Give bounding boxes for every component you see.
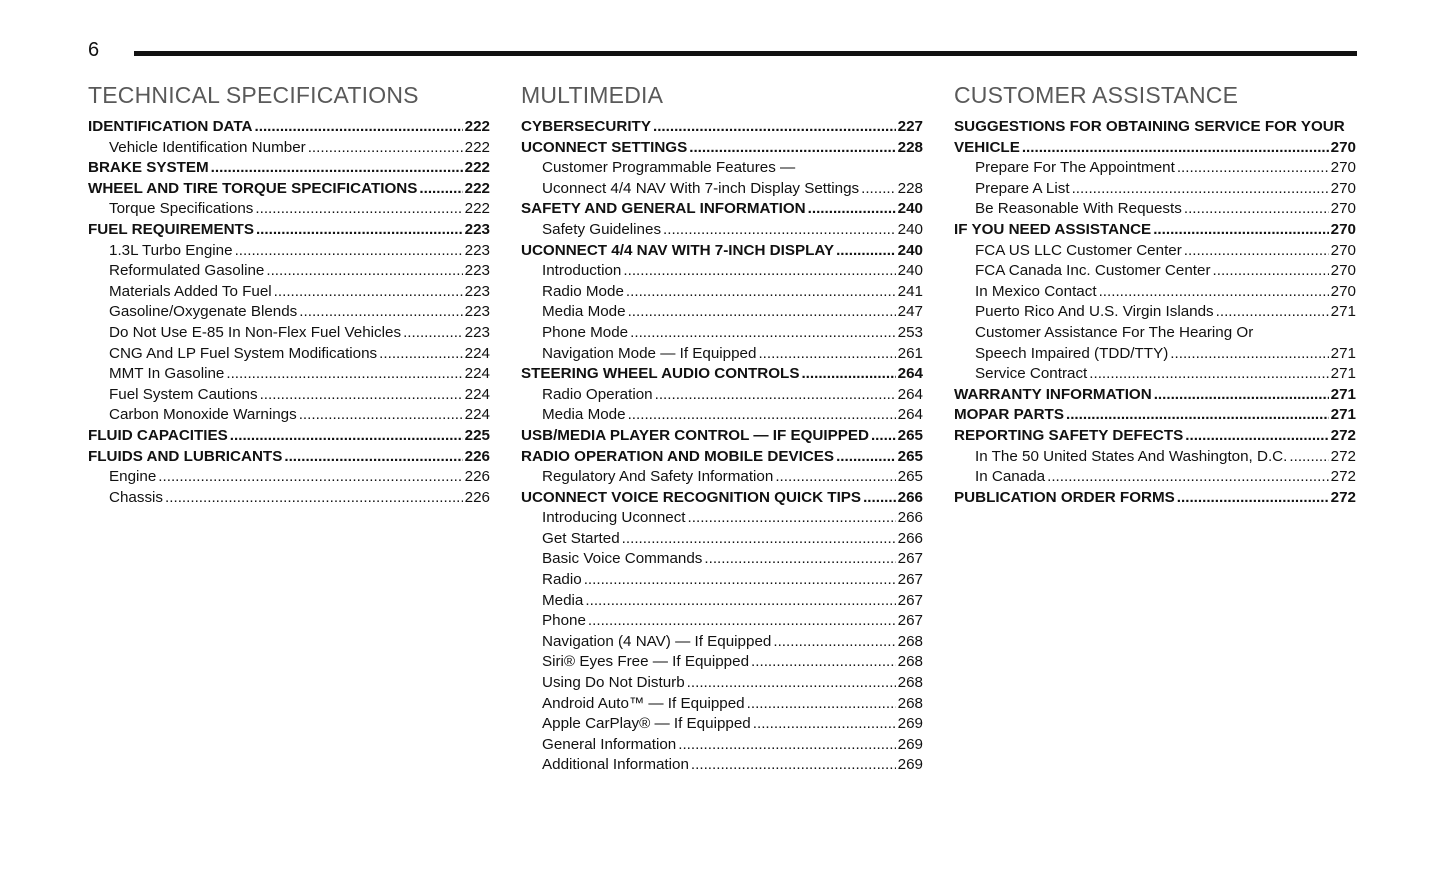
toc-subsection-link[interactable] [88,241,490,262]
dot-leader [165,488,463,509]
dot-leader [801,364,895,385]
toc-page-number: 270 [1330,138,1356,156]
toc-entry-label: Navigation (4 NAV) — If Equipped [542,632,772,650]
toc-page-number: 222 [464,118,490,135]
toc-page-number: 240 [897,241,923,259]
toc-subsection-link[interactable] [521,591,923,612]
dot-leader [622,529,896,550]
toc-entry-label: REPORTING SAFETY DEFECTS [954,426,1184,444]
toc-page-number: 270 [1330,262,1356,280]
toc-entry-label: Chassis [109,488,164,506]
toc-subsection-link[interactable] [954,261,1356,282]
toc-entry-label: Radio Mode [542,282,624,300]
toc-entry-label: Do Not Use E-85 In Non-Flex Fuel Vehicles [109,323,402,341]
toc-page-number: 226 [464,468,490,486]
toc-page-number: 269 [897,735,923,753]
toc-page-number: 272 [1330,426,1356,444]
toc-subsection-link[interactable] [88,261,490,282]
toc-page-number: 228 [897,138,923,156]
dot-leader [235,241,463,262]
toc-subsection-link[interactable] [88,199,490,220]
toc-entry-label: Engine [109,468,157,486]
toc-entry-label: IDENTIFICATION DATA [88,118,253,135]
toc-page-number: 223 [464,262,490,280]
toc-entry-label: STEERING WHEEL AUDIO CONTROLS [521,365,800,383]
dot-leader [753,714,896,735]
dot-leader [255,117,463,138]
toc-subsection-link[interactable] [521,755,923,776]
toc-page-number: 270 [1330,200,1356,218]
dot-leader [1184,199,1329,220]
dot-leader [260,385,463,406]
dot-leader [1170,344,1328,365]
toc-entry-label: In The 50 United States And Washington, D.C. [975,447,1288,465]
toc-section-link[interactable] [88,447,490,468]
toc-entry-label: SAFETY AND GENERAL INFORMATION [521,200,806,218]
toc-entry-label: Uconnect 4/4 NAV With 7-inch Display Settings [542,179,860,197]
toc-section-link[interactable] [521,199,923,220]
toc-subsection-link[interactable] [521,282,923,303]
toc-entry-label: Siri® Eyes Free — If Equipped [542,653,750,671]
dot-leader [1099,282,1329,303]
toc-page-number: 240 [897,220,923,238]
toc-page-number: 224 [464,365,490,383]
toc-section-link[interactable] [954,488,1356,509]
toc-subsection-link[interactable] [88,344,490,365]
dot-leader [266,261,462,282]
section-title: TECHNICAL SPECIFICATIONS [88,82,419,108]
toc-entry-label: FUEL REQUIREMENTS [88,220,254,238]
toc-entry-label: FCA US LLC Customer Center [975,241,1182,259]
toc-page-number: 240 [897,200,923,218]
toc-page-number: 261 [897,344,923,362]
toc-page-number: 224 [464,406,490,424]
toc-page-number: 266 [897,488,923,506]
dot-leader [628,405,896,426]
dot-leader [379,344,463,365]
toc-section-link[interactable] [521,447,923,468]
toc-subsection-link[interactable] [88,323,490,344]
toc-entry-label: Media [542,591,584,609]
toc-entry-label: Gasoline/Oxygenate Blends [109,303,298,321]
dot-leader [299,405,463,426]
toc-page-number: 268 [897,674,923,692]
toc-entry-label: UCONNECT SETTINGS [521,138,688,156]
toc-section-link[interactable] [521,241,923,262]
toc-subsection-link[interactable] [521,405,923,426]
toc-page-number: 271 [1330,344,1356,362]
toc-entry-label: FLUIDS AND LUBRICANTS [88,447,283,465]
toc-entry-label: VEHICLE [954,138,1020,156]
toc-entry-label: Safety Guidelines [542,220,662,238]
section-title: MULTIMEDIA [521,82,664,108]
section-title: CUSTOMER ASSISTANCE [954,82,1239,108]
toc-entry-label: USB/MEDIA PLAYER CONTROL — IF EQUIPPED [521,426,869,444]
dot-leader [628,302,896,323]
toc-section-link [954,117,1356,138]
toc-subsection-link[interactable] [954,199,1356,220]
dot-leader [623,261,895,282]
toc-page-number: 269 [897,715,923,733]
toc-subsection-link[interactable] [954,282,1356,303]
toc-subsection-link[interactable] [88,364,490,385]
toc-page-number: 265 [897,447,923,465]
toc-subsection-link[interactable] [521,179,923,200]
toc-subsection-link[interactable] [88,282,490,303]
toc-subsection-link[interactable] [521,323,923,344]
toc-section-link[interactable] [521,426,923,447]
dot-leader [1184,241,1329,262]
toc-entry-label: Additional Information [542,756,689,774]
dot-leader [751,652,896,673]
toc-column-multimedia [521,80,923,776]
toc-entry-label: Reformulated Gasoline [109,262,265,280]
toc-page-number: 267 [897,571,923,589]
header-rule [134,51,1357,56]
toc-entry-label: Fuel System Cautions [109,385,258,403]
dot-leader [653,117,896,138]
dot-leader [1089,364,1328,385]
toc-page-number: 228 [897,179,923,197]
dot-leader [1177,158,1329,179]
dot-leader [861,179,896,200]
toc-subsection-link[interactable] [521,694,923,715]
toc-entry-label: Get Started [542,529,620,547]
toc-entry-label: Introduction [542,262,622,280]
toc-page-number: 271 [1330,385,1356,403]
toc-entry-label: IF YOU NEED ASSISTANCE [954,220,1152,238]
toc-subsection-link [954,323,1356,344]
toc-subsection-link[interactable] [521,302,923,323]
toc-entry-label: PUBLICATION ORDER FORMS [954,488,1175,506]
toc-subsection-link[interactable] [521,385,923,406]
toc-section-link[interactable] [88,220,490,241]
dot-leader [403,323,463,344]
toc-page-number: 222 [464,200,490,218]
dot-leader [773,632,895,653]
toc-page-number: 223 [464,282,490,300]
toc-page-number: 226 [464,488,490,506]
toc-page-number: 272 [1330,447,1356,465]
toc-entry-label: WHEEL AND TIRE TORQUE SPECIFICATIONS [88,179,418,197]
toc-entry-label: In Mexico Contact [975,282,1097,300]
toc-subsection-link[interactable] [954,241,1356,262]
toc-subsection-link[interactable] [521,344,923,365]
toc-page-number: 222 [464,179,490,197]
dot-leader [630,323,896,344]
toc-entry-label: Apple CarPlay® — If Equipped [542,715,751,733]
toc-entries [521,117,923,776]
dot-leader [1216,302,1329,323]
toc-entry-label: Regulatory And Safety Information [542,468,774,486]
dot-leader [836,241,896,262]
toc-section-link[interactable] [521,138,923,159]
toc-subsection-link[interactable] [88,488,490,509]
toc-section-link[interactable] [954,426,1356,447]
toc-page-number: 271 [1330,365,1356,383]
toc-entry-label: BRAKE SYSTEM [88,159,209,177]
dot-leader [1185,426,1328,447]
toc-page-number: 268 [897,632,923,650]
toc-section-link[interactable] [521,117,923,138]
toc-entry-label: Customer Programmable Features — [542,159,796,177]
toc-page-number: 271 [1330,406,1356,424]
toc-subsection-link[interactable] [521,611,923,632]
toc-page-number: 268 [897,694,923,712]
toc-section-link[interactable] [954,138,1356,159]
toc-entry-label: WARRANTY INFORMATION [954,385,1152,403]
toc-entry-label: Customer Assistance For The Hearing Or [975,323,1254,341]
toc-subsection-link[interactable] [521,735,923,756]
toc-page-number: 264 [897,385,923,403]
toc-entries [954,117,1356,508]
toc-section-link[interactable] [521,364,923,385]
dot-leader [230,426,463,447]
toc-page-number: 253 [897,323,923,341]
toc-section-link[interactable] [954,385,1356,406]
toc-subsection-link[interactable] [521,508,923,529]
dot-leader [626,282,896,303]
toc-subsection-link[interactable] [88,467,490,488]
toc-entry-label: MOPAR PARTS [954,406,1064,424]
toc-section-link[interactable] [88,426,490,447]
toc-entry-label: Materials Added To Fuel [109,282,272,300]
toc-page-number: 224 [464,344,490,362]
toc-page-number: 266 [897,529,923,547]
toc-entry-label: Vehicle Identification Number [109,138,306,156]
toc-page-number: 270 [1330,241,1356,259]
dot-leader [1289,447,1328,468]
toc-subsection-link[interactable] [88,138,490,159]
toc-page-number: 265 [897,468,923,486]
toc-entry-label: Media Mode [542,406,626,424]
dot-leader [585,591,895,612]
toc-entry-label: In Canada [975,468,1046,486]
toc-subsection-link[interactable] [954,344,1356,365]
toc-entry-label: Phone Mode [542,323,629,341]
toc-page-number: 225 [464,426,490,444]
toc-entry-label: 1.3L Turbo Engine [109,241,233,259]
toc-entry-label: FLUID CAPACITIES [88,426,228,444]
toc-page-number: 268 [897,653,923,671]
toc-page-number: 271 [1330,303,1356,321]
dot-leader [655,385,896,406]
toc-page-number: 270 [1330,179,1356,197]
toc-column-technical-specifications [88,80,490,508]
toc-subsection-link[interactable] [521,652,923,673]
toc-entry-label: Radio Operation [542,385,653,403]
toc-page-number: 223 [464,323,490,341]
dot-leader [226,364,462,385]
toc-entry-label: Prepare A List [975,179,1070,197]
toc-page-number: 272 [1330,488,1356,506]
dot-leader [1072,179,1329,200]
toc-page-number: 223 [464,303,490,321]
dot-leader [299,302,462,323]
toc-subsection-link[interactable] [954,467,1356,488]
toc-entry-label: Basic Voice Commands [542,550,703,568]
toc-page-number: 240 [897,262,923,280]
dot-leader [284,447,462,468]
toc-entry-label: Introducing Uconnect [542,509,686,527]
dot-leader [687,673,896,694]
toc-column-customer-assistance [954,80,1356,508]
toc-section-link[interactable] [88,158,490,179]
dot-leader [688,508,896,529]
dot-leader [255,199,462,220]
dot-leader [689,138,895,159]
dot-leader [584,570,896,591]
toc-entry-label: Android Auto™ — If Equipped [542,694,745,712]
toc-entries [88,117,490,508]
dot-leader [1047,467,1329,488]
toc-entry-label: General Information [542,735,677,753]
dot-leader [158,467,462,488]
dot-leader [678,735,895,756]
toc-subsection-link[interactable] [954,364,1356,385]
toc-entry-label: RADIO OPERATION AND MOBILE DEVICES [521,447,835,465]
toc-page-number: 270 [1330,282,1356,300]
toc-subsection-link[interactable] [521,570,923,591]
toc-section-link[interactable] [88,179,490,200]
toc-page-number: 227 [897,118,923,135]
toc-section-link[interactable] [954,405,1356,426]
dot-leader [863,488,896,509]
toc-subsection-link[interactable] [521,467,923,488]
dot-leader [775,467,895,488]
toc-entry-label: UCONNECT 4/4 NAV WITH 7-INCH DISPLAY [521,241,835,259]
toc-subsection-link[interactable] [521,673,923,694]
toc-subsection-link[interactable] [954,158,1356,179]
toc-subsection-link[interactable] [88,302,490,323]
toc-subsection-link[interactable] [954,302,1356,323]
toc-entry-label: Puerto Rico And U.S. Virgin Islands [975,303,1214,321]
toc-entry-label: Radio [542,571,582,589]
toc-page-number: 223 [464,241,490,259]
toc-page-number: 247 [897,303,923,321]
dot-leader [588,611,896,632]
toc-subsection-link[interactable] [954,179,1356,200]
toc-page-number: 266 [897,509,923,527]
dot-leader [747,694,896,715]
toc-section-link[interactable] [88,117,490,138]
toc-subsection-link[interactable] [88,405,490,426]
dot-leader [211,158,463,179]
dot-leader [1153,220,1328,241]
dot-leader [691,755,896,776]
toc-entry-label: Using Do Not Disturb [542,674,685,692]
toc-subsection-link[interactable] [521,549,923,570]
toc-entry-label: Media Mode [542,303,626,321]
toc-page-number: 224 [464,385,490,403]
dot-leader [308,138,463,159]
dot-leader [836,447,896,468]
dot-leader [274,282,463,303]
toc-subsection-link[interactable] [521,714,923,735]
page-number: 6 [88,39,100,61]
toc-page-number: 272 [1330,468,1356,486]
toc-subsection-link[interactable] [521,632,923,653]
toc-page-number: 270 [1330,159,1356,177]
toc-page-number: 267 [897,550,923,568]
toc-entry-label: FCA Canada Inc. Customer Center [975,262,1211,280]
toc-entry-label: Torque Specifications [109,200,254,218]
toc-page-number: 265 [897,426,923,444]
toc-page-number: 267 [897,591,923,609]
dot-leader [758,344,895,365]
toc-entry-label: CYBERSECURITY [521,118,651,135]
toc-page-number: 222 [464,138,490,156]
dot-leader [256,220,463,241]
toc-entry-label: Be Reasonable With Requests [975,200,1182,218]
toc-page-number: 264 [897,365,923,383]
dot-leader [663,220,896,241]
toc-entry-label: Carbon Monoxide Warnings [109,406,297,424]
toc-subsection-link[interactable] [88,385,490,406]
toc-entry-label: Speech Impaired (TDD/TTY) [975,344,1169,362]
toc-entry-label: Navigation Mode — If Equipped [542,344,757,362]
dot-leader [1022,138,1329,159]
toc-entry-label: SUGGESTIONS FOR OBTAINING SERVICE FOR YOUR [954,118,1345,135]
toc-entry-label: Phone [542,612,586,630]
toc-page-number: 264 [897,406,923,424]
toc-subsection-link[interactable] [521,220,923,241]
toc-subsection-link [521,158,923,179]
dot-leader [704,549,895,570]
dot-leader [871,426,896,447]
dot-leader [1213,261,1329,282]
toc-subsection-link[interactable] [521,529,923,550]
toc-page-number: 222 [464,159,490,177]
toc-entry-label: Prepare For The Appointment [975,159,1175,177]
dot-leader [1154,385,1329,406]
toc-entry-label: MMT In Gasoline [109,365,225,383]
toc-entry-label: UCONNECT VOICE RECOGNITION QUICK TIPS [521,488,862,506]
toc-section-link[interactable] [954,220,1356,241]
dot-leader [419,179,462,200]
toc-page-number: 269 [897,756,923,774]
toc-entry-label: Service Contract [975,365,1088,383]
toc-page-number: 223 [464,220,490,238]
dot-leader [1177,488,1329,509]
toc-page-number: 270 [1330,220,1356,238]
toc-section-link[interactable] [521,488,923,509]
toc-page-number: 267 [897,612,923,630]
toc-page-number: 226 [464,447,490,465]
toc-subsection-link[interactable] [954,447,1356,468]
toc-page-number: 241 [897,282,923,300]
toc-entry-label: CNG And LP Fuel System Modifications [109,344,378,362]
dot-leader [808,199,896,220]
toc-subsection-link[interactable] [521,261,923,282]
dot-leader [1066,405,1329,426]
